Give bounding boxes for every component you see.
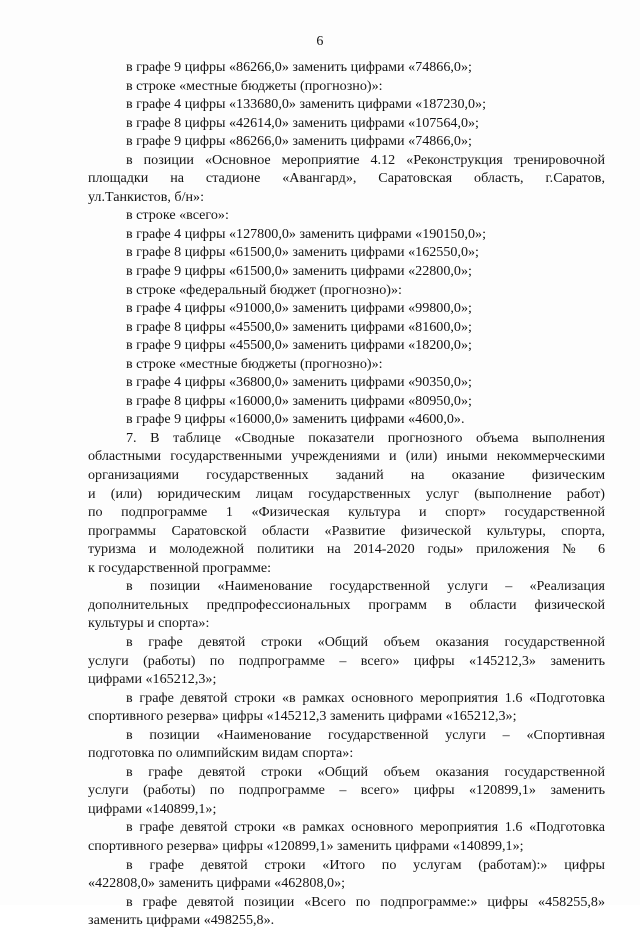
text-line: цифрами «140899,1»; <box>88 800 217 817</box>
text-line: спортивного резерва» цифры «145212,3 заменить цифрами «165212,3»; <box>88 708 517 725</box>
page-number: 6 <box>316 34 324 49</box>
text-line: заменить цифрами «498255,8». <box>88 912 275 929</box>
text-line: и (или) юридическим лицам государственных услуг (выполнение работ) <box>88 485 605 502</box>
text-line: в графе 9 цифры «86266,0» заменить цифрами «74866,0»; <box>126 133 472 150</box>
text-line: в графе 9 цифры «45500,0» заменить цифрами «18200,0»; <box>126 337 472 354</box>
text-line: в позиции «Основное мероприятие 4.12 «Реконструкция тренировочной <box>126 151 605 168</box>
text-line: в графе девятой строки «Общий объем оказания государственной <box>126 763 605 780</box>
text-line: в графе 4 цифры «36800,0» заменить цифрами «90350,0»; <box>126 374 472 391</box>
text-line: в графе 8 цифры «42614,0» заменить цифрами «107564,0»; <box>126 114 479 131</box>
text-line: в графе девятой строки «Итого по услугам (работам):» цифры <box>126 856 605 873</box>
text-line: в позиции «Наименование государственной услуги – «Реализация <box>126 578 605 595</box>
text-line: в графе девятой строки «Общий объем оказания государственной <box>126 633 605 650</box>
text-line: в строке «местные бюджеты (прогнозно)»: <box>126 355 383 372</box>
text-line: дополнительных предпрофессиональных программ в области физической <box>88 596 605 613</box>
text-line: в строке «местные бюджеты (прогнозно)»: <box>126 77 383 94</box>
text-line: в графе 8 цифры «16000,0» заменить цифрами «80950,0»; <box>126 392 472 409</box>
text-line: в графе 8 цифры «61500,0» заменить цифрами «162550,0»; <box>126 244 479 261</box>
text-line: в графе 9 цифры «86266,0» заменить цифрами «74866,0»; <box>126 59 472 75</box>
text-line: «422808,0» заменить цифрами «462808,0»; <box>88 875 346 892</box>
text-line: организациями государственных заданий на оказание физическим <box>88 467 605 484</box>
text-line: областными государственными учреждениями и (или) иными некоммерческими <box>88 448 605 465</box>
text-line: в графе 4 цифры «127800,0» заменить цифрами «190150,0»; <box>126 225 487 242</box>
text-line: ул.Танкистов, б/н»: <box>88 188 204 205</box>
text-line: в позиции «Наименование государственной услуги – «Спортивная <box>126 726 605 743</box>
text-line: в графе 9 цифры «61500,0» заменить цифрами «22800,0»; <box>126 263 472 280</box>
text-line: в строке «федеральный бюджет (прогнозно)»: <box>126 281 402 298</box>
text-line: в строке «всего»: <box>126 207 229 224</box>
text-line: спортивного резерва» цифры «120899,1» заменить цифрами «140899,1»; <box>88 837 524 854</box>
text-line: в графе девятой строки «в рамках основного мероприятия 1.6 «Подготовка <box>126 689 605 706</box>
text-line: культуры и спорта»: <box>88 615 210 632</box>
text-line: туризма и молодежной политики на 2014-2020 годы» приложения № 6 <box>88 541 605 558</box>
text-line: в графе 4 цифры «91000,0» заменить цифрами «99800,0»; <box>126 300 472 317</box>
text-line: в графе 8 цифры «45500,0» заменить цифрами «81600,0»; <box>126 318 472 335</box>
text-line: услуги (работы) по подпрограмме – всего» цифры «120899,1» заменить <box>88 782 605 799</box>
text-line: 7. В таблице «Сводные показатели прогнозного объема выполнения <box>126 429 605 446</box>
document-text <box>88 58 605 930</box>
text-line: цифрами «165212,3»; <box>88 671 217 688</box>
text-line: в графе 9 цифры «16000,0» заменить цифрами «4600,0». <box>126 411 465 428</box>
text-line: по подпрограмме 1 «Физическая культура и спорт» государственной <box>88 504 605 521</box>
text-line: услуги (работы) по подпрограмме – всего» цифры «145212,3» заменить <box>88 652 605 669</box>
text-line: в графе девятой строки «в рамках основного мероприятия 1.6 «Подготовка <box>126 819 605 836</box>
text-line: подготовка по олимпийским видам спорта»: <box>88 745 354 762</box>
text-line: в графе 4 цифры «133680,0» заменить цифрами «187230,0»; <box>126 96 487 113</box>
text-line: в графе девятой позиции «Всего по подпрограмме:» цифры «458255,8» <box>126 893 605 910</box>
text-line: программы Саратовской области «Развитие физической культуры, спорта, <box>88 522 605 539</box>
text-line: к государственной программе: <box>88 559 272 576</box>
text-line: площадки на стадионе «Авангард», Саратовская область, г.Саратов, <box>88 170 605 187</box>
